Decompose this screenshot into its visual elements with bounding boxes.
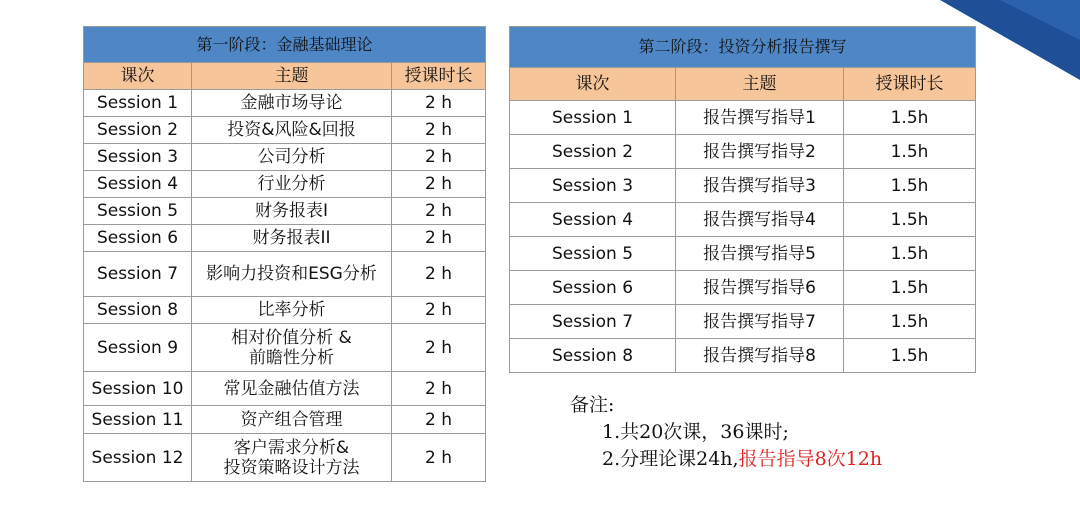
phase1-session-cell: Session 9	[84, 324, 192, 372]
phase1-topic-line: 投资策略设计方法	[223, 457, 360, 478]
phase1-row	[84, 117, 486, 144]
phase2-header-hours: 授课时长	[844, 68, 976, 101]
phase2-session-cell: Session 8	[510, 339, 676, 373]
phase1-hours-cell: 2 h	[392, 144, 486, 171]
phase1-topic-line: 财务报表I	[254, 201, 328, 221]
notes	[570, 392, 882, 473]
phase1-topic-line: 常见金融估值方法	[223, 378, 360, 399]
phase2-hours-cell: 1.5h	[844, 203, 976, 237]
phase1-topic-line: 行业分析	[257, 174, 326, 194]
phase2-hours-cell: 1.5h	[844, 135, 976, 169]
phase2-session-cell: Session 3	[510, 169, 676, 203]
phase2-hours-cell: 1.5h	[844, 305, 976, 339]
phase2-hours-cell: 1.5h	[844, 169, 976, 203]
phase1-session-cell: Session 3	[84, 144, 192, 171]
phase1-topic-line: 前瞻性分析	[249, 347, 334, 368]
phase1-session-cell: Session 5	[84, 198, 192, 225]
phase1-topic-line: 财务报表II	[252, 228, 331, 248]
phase2-row	[510, 135, 976, 169]
notes-line-1: 1.共20次课，36课时;	[602, 421, 789, 443]
phase1-topic-cell	[192, 225, 392, 252]
phase1-header-topic: 主题	[192, 63, 392, 90]
phase1-hours-cell: 2 h	[392, 434, 486, 482]
phase1-table	[83, 26, 486, 482]
phase2-session-cell: Session 6	[510, 271, 676, 305]
phase1-topic-cell	[192, 90, 392, 117]
phase2-topic-cell: 报告撰写指导2	[676, 135, 844, 169]
phase2-topic-cell: 报告撰写指导7	[676, 305, 844, 339]
phase2-row	[510, 271, 976, 305]
phase1-hours-cell: 2 h	[392, 252, 486, 297]
phase1-topic-cell	[192, 198, 392, 225]
phase1-session-cell: Session 8	[84, 297, 192, 324]
phase1-topic-cell	[192, 324, 392, 372]
phase1-row	[84, 406, 486, 434]
phase1-title: 第一阶段：金融基础理论	[84, 27, 486, 63]
phase1-session-cell: Session 10	[84, 372, 192, 406]
notes-line-2-highlight: 报告指导8次12h	[738, 448, 883, 470]
phase2-session-cell: Session 5	[510, 237, 676, 271]
phase2-hours-cell: 1.5h	[844, 101, 976, 135]
phase1-topic-cell	[192, 144, 392, 171]
phase1-row	[84, 434, 486, 482]
notes-line-2-prefix: 2.分理论课24h,	[602, 448, 739, 470]
phase1-topic-line: 资产组合管理	[240, 409, 343, 430]
phase1-topic-cell	[192, 434, 392, 482]
phase1-topic-cell	[192, 406, 392, 434]
phase2-row	[510, 339, 976, 373]
phase2-topic-cell: 报告撰写指导5	[676, 237, 844, 271]
phase1-session-cell: Session 7	[84, 252, 192, 297]
phase1-hours-cell: 2 h	[392, 324, 486, 372]
phase1-header-session: 课次	[84, 63, 192, 90]
phase1-row	[84, 144, 486, 171]
phase2-header-topic: 主题	[676, 68, 844, 101]
phase2-header-session: 课次	[510, 68, 676, 101]
phase1-row	[84, 324, 486, 372]
phase1-topic-line: 相对价值分析 &	[231, 327, 352, 348]
phase1-hours-cell: 2 h	[392, 225, 486, 252]
phase1-header-hours: 授课时长	[392, 63, 486, 90]
phase1-session-cell: Session 6	[84, 225, 192, 252]
phase1-session-cell: Session 11	[84, 406, 192, 434]
phase2-hours-cell: 1.5h	[844, 271, 976, 305]
phase1-session-cell: Session 4	[84, 171, 192, 198]
phase2-row	[510, 305, 976, 339]
phase2-hours-cell: 1.5h	[844, 339, 976, 373]
phase1-row	[84, 198, 486, 225]
phase1-topic-line: 公司分析	[257, 147, 326, 167]
phase2-session-cell: Session 2	[510, 135, 676, 169]
phase2-topic-cell: 报告撰写指导1	[676, 101, 844, 135]
phase1-topic-cell	[192, 171, 392, 198]
phase1-hours-cell: 2 h	[392, 406, 486, 434]
phase1-topic-line: 影响力投资和ESG分析	[206, 264, 377, 284]
phase2-topic-cell: 报告撰写指导8	[676, 339, 844, 373]
phase1-row	[84, 252, 486, 297]
phase1-session-cell: Session 1	[84, 90, 192, 117]
phase1-topic-line: 投资&风险&回报	[227, 120, 356, 140]
notes-line-2	[602, 446, 882, 473]
phase1-topic-cell	[192, 297, 392, 324]
phase2-row	[510, 169, 976, 203]
notes-label: 备注:	[570, 394, 615, 416]
phase1-session-cell: Session 2	[84, 117, 192, 144]
phase1-row	[84, 225, 486, 252]
phase1-hours-cell: 2 h	[392, 297, 486, 324]
phase1-topic-cell	[192, 252, 392, 297]
phase1-hours-cell: 2 h	[392, 171, 486, 198]
phase1-session-cell: Session 12	[84, 434, 192, 482]
phase1-topic-line: 金融市场导论	[240, 93, 343, 113]
phase1-row	[84, 372, 486, 406]
phase1-row	[84, 90, 486, 117]
phase2-title: 第二阶段：投资分析报告撰写	[510, 27, 976, 68]
phase2-topic-cell: 报告撰写指导6	[676, 271, 844, 305]
phase1-topic-cell	[192, 117, 392, 144]
phase1-hours-cell: 2 h	[392, 372, 486, 406]
phase1-topic-line: 客户需求分析&	[233, 437, 350, 458]
phase2-topic-cell: 报告撰写指导3	[676, 169, 844, 203]
phase1-hours-cell: 2 h	[392, 117, 486, 144]
phase2-topic-cell: 报告撰写指导4	[676, 203, 844, 237]
phase1-hours-cell: 2 h	[392, 90, 486, 117]
phase2-row	[510, 237, 976, 271]
phase1-row	[84, 171, 486, 198]
phase2-session-cell: Session 4	[510, 203, 676, 237]
phase2-row	[510, 101, 976, 135]
phase2-session-cell: Session 1	[510, 101, 676, 135]
phase1-topic-cell	[192, 372, 392, 406]
phase2-session-cell: Session 7	[510, 305, 676, 339]
phase2-hours-cell: 1.5h	[844, 237, 976, 271]
phase2-table	[509, 26, 976, 373]
phase2-row	[510, 203, 976, 237]
phase1-row	[84, 297, 486, 324]
phase1-topic-line: 比率分析	[257, 300, 326, 320]
phase1-hours-cell: 2 h	[392, 198, 486, 225]
